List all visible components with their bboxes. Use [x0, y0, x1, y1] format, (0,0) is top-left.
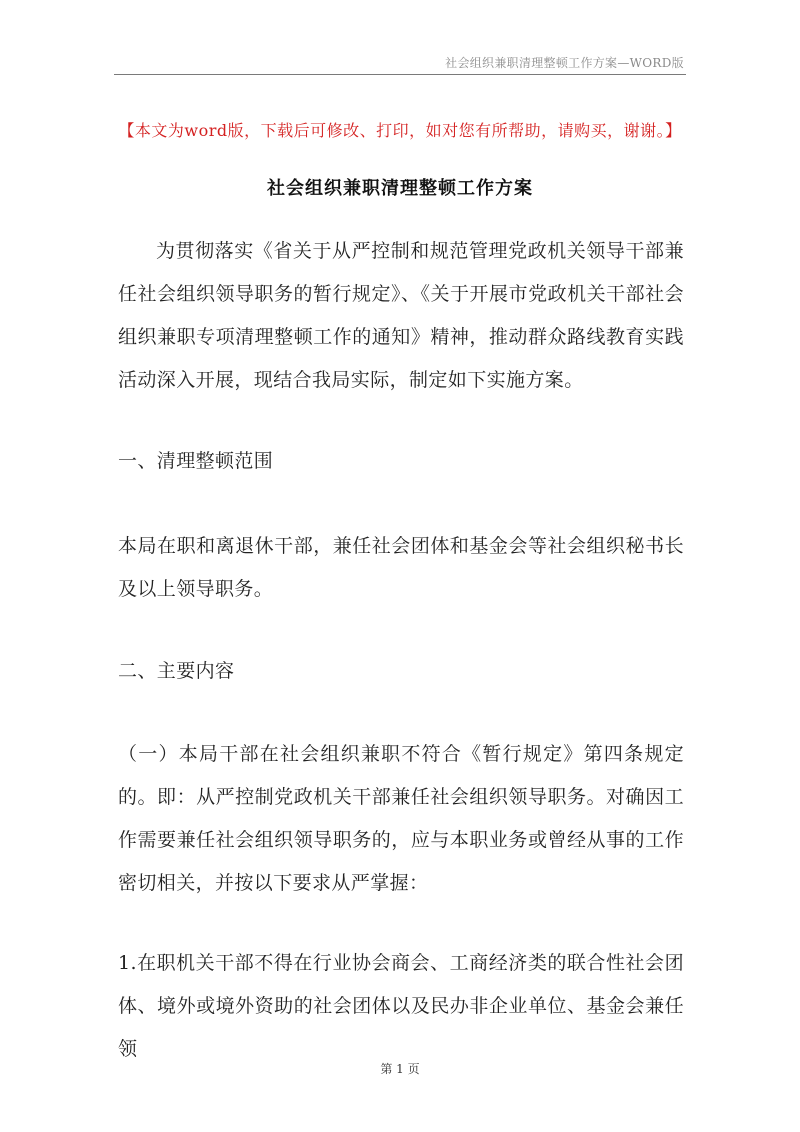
section-heading-content: 二、主要内容: [118, 660, 235, 682]
document-title: 社会组织兼职清理整顿工作方案: [267, 178, 533, 199]
content-point-1: 1.在职机关干部不得在行业协会商会、工商经济类的联合性社会团体、境外或境外资助的社会团体以及民办非企业单位、基金会兼任领: [118, 952, 684, 1060]
running-header: 社会组织兼职清理整顿工作方案—WORD版: [445, 56, 684, 70]
section-heading-scope: 一、清理整顿范围: [118, 450, 274, 472]
intro-paragraph: 为贯彻落实《省关于从严控制和规范管理党政机关领导干部兼任社会组织领导职务的暂行规定》、《关于开展市党政机关干部社会组织兼职专项清理整顿工作的通知》精神，推动群众路线教育实践活动深入开展，现结合我局实际，制定如下实施方案。: [118, 240, 684, 391]
header-divider: [114, 74, 686, 75]
scope-paragraph: 本局在职和离退休干部，兼任社会团体和基金会等社会组织秘书长及以上领导职务。: [118, 535, 684, 600]
purchase-notice: 【本文为word版，下载后可修改、打印，如对您有所帮助，请购买，谢谢。】: [118, 121, 682, 140]
page-number: 第 1 页: [380, 1062, 420, 1076]
content-item-1: （一）本局干部在社会组织兼职不符合《暂行规定》第四条规定的。即：从严控制党政机关干部兼任社会组织领导职务。对确因工作需要兼任社会组织领导职务的，应与本职业务或曾经从事的工作密切相关，并按以下要求从严掌握：: [118, 743, 684, 894]
